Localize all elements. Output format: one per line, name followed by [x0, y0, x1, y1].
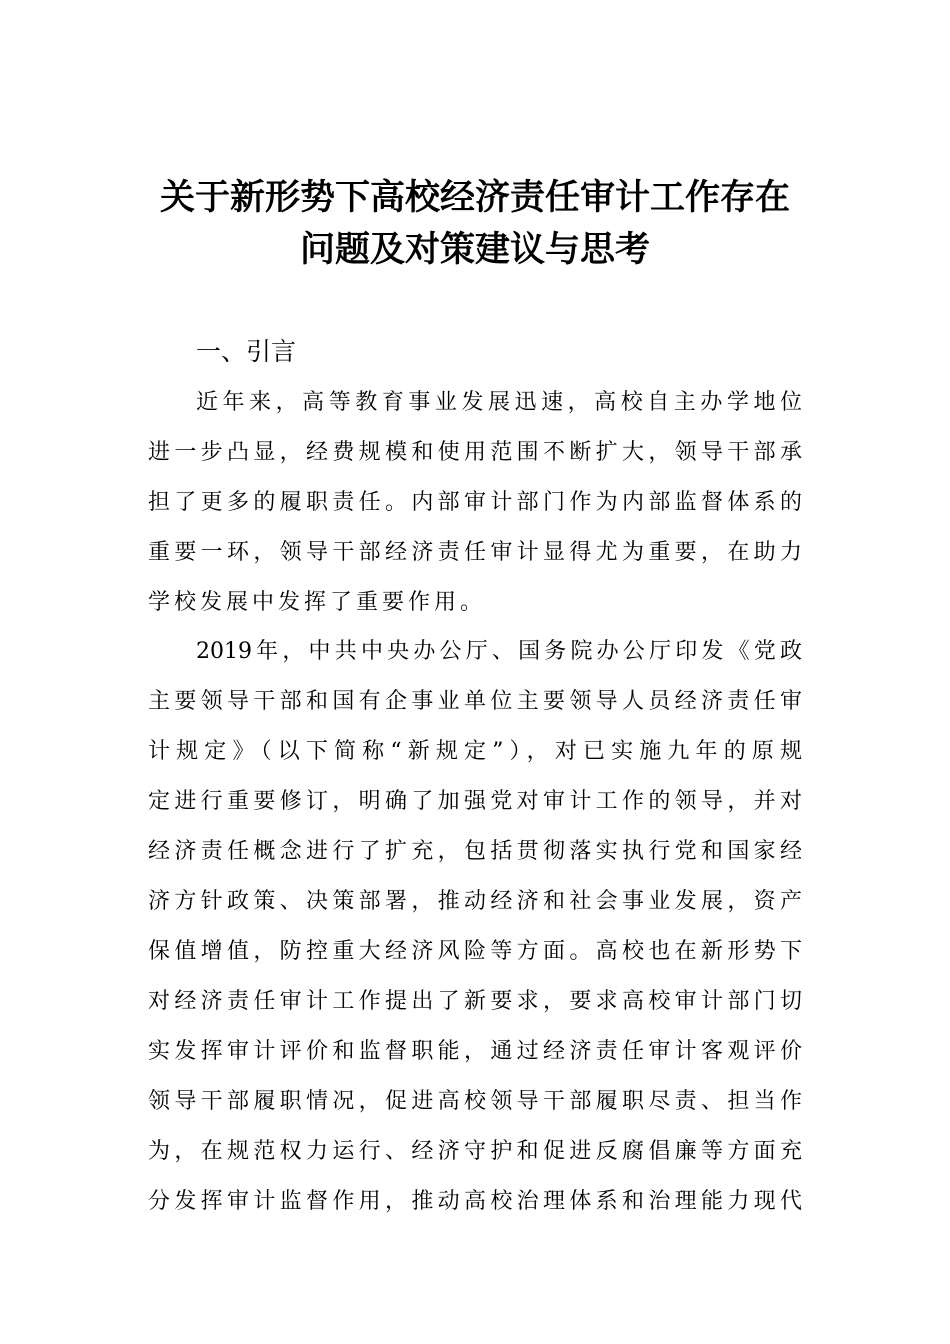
section-heading: 一、引言: [196, 337, 297, 366]
paragraph-2-line: 保值增值，防控重大经济风险等方面。高校也在新形势下: [148, 939, 802, 964]
paragraph-2-line: 对经济责任审计工作提出了新要求，要求高校审计部门切: [148, 989, 802, 1014]
paragraph-2-line: 主要领导干部和国有企事业单位主要领导人员经济责任审: [148, 689, 802, 714]
paragraph-2-line: 经济责任概念进行了扩充，包括贯彻落实执行党和国家经: [148, 839, 802, 864]
document-title-line-1: 关于新形势下高校经济责任审计工作存在: [159, 177, 790, 218]
paragraph-2-line: 为，在规范权力运行、经济守护和促进反腐倡廉等方面充: [148, 1139, 802, 1164]
paragraph-2-line: 定进行重要修订，明确了加强党对审计工作的领导，并对: [148, 789, 802, 814]
paragraph-2-line: 计规定》（以下简称“新规定”），对已实施九年的原规: [148, 739, 802, 764]
paragraph-1-line: 进一步凸显，经费规模和使用范围不断扩大，领导干部承: [148, 440, 802, 465]
paragraph-2-line: 济方针政策、决策部署，推动经济和社会事业发展，资产: [148, 889, 802, 914]
paragraph-2-line: 分发挥审计监督作用，推动高校治理体系和治理能力现代: [148, 1189, 802, 1214]
paragraph-1-line: 重要一环，领导干部经济责任审计显得尤为重要，在助力: [148, 540, 802, 565]
document-title-line-2: 问题及对策建议与思考: [299, 229, 650, 270]
paragraph-1-line: 近年来，高等教育事业发展迅速，高校自主办学地位: [196, 390, 802, 415]
paragraph-1-line: 学校发展中发挥了重要作用。: [148, 590, 487, 615]
paragraph-1-line: 担了更多的履职责任。内部审计部门作为内部监督体系的: [148, 490, 802, 515]
paragraph-2-line: 领导干部履职情况，促进高校领导干部履职尽责、担当作: [148, 1089, 802, 1114]
paragraph-2-line: 2019年，中共中央办公厅、国务院办公厅印发《党政: [196, 639, 802, 664]
paragraph-2-line: 实发挥审计评价和监督职能，通过经济责任审计客观评价: [148, 1039, 802, 1064]
